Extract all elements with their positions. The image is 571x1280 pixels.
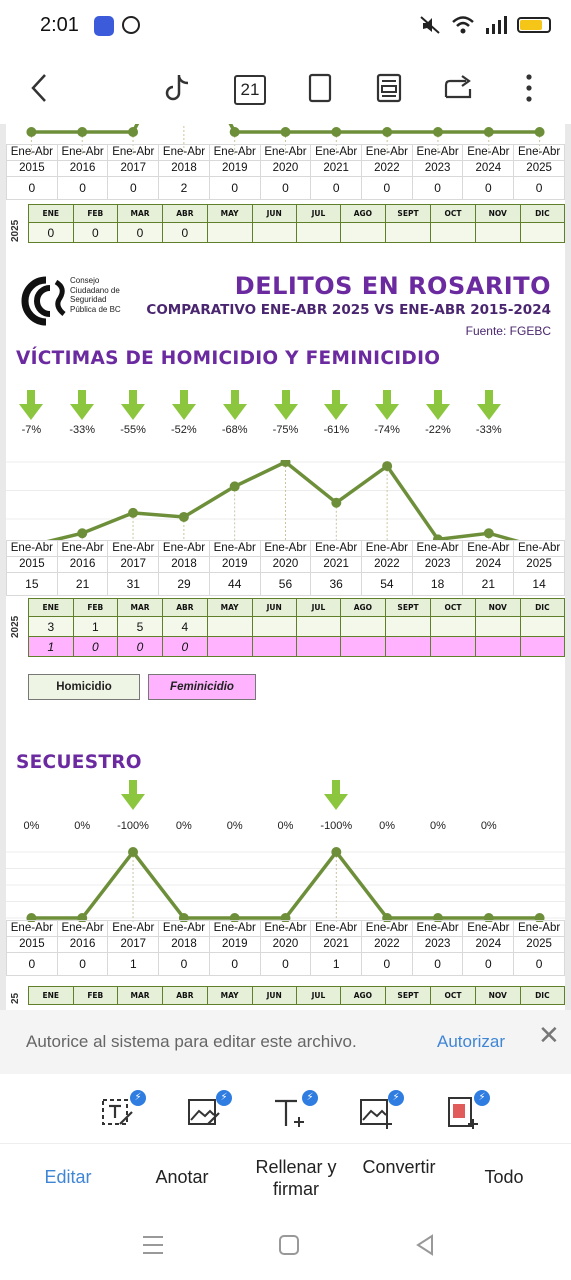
year-label: 2017 — [108, 937, 159, 953]
year-label: 2021 — [311, 937, 362, 953]
month-header: JUN — [252, 599, 296, 617]
data-point — [26, 127, 36, 137]
feminicidio-month-value — [296, 637, 340, 657]
legend-homicidio: Homicidio — [28, 674, 140, 700]
year-value: 0 — [159, 953, 210, 976]
change-percent: 0% — [226, 820, 243, 832]
year-label: 2023 — [412, 937, 463, 953]
homicidio-month-value — [431, 617, 476, 637]
data-point — [281, 127, 291, 137]
x-label: Ene-Abr — [463, 921, 514, 937]
month-header: JUN — [252, 987, 296, 1005]
data-point — [484, 127, 494, 137]
year-label: 2025 — [514, 161, 565, 177]
month-header: ABR — [163, 205, 208, 223]
year-label: 2016 — [57, 937, 108, 953]
x-label: Ene-Abr — [260, 145, 311, 161]
homicidio-month-value — [207, 617, 252, 637]
month-header: JUN — [252, 205, 296, 223]
homicidio-title: VÍCTIMAS DE HOMICIDIO Y FEMINICIDIO — [16, 348, 441, 369]
month-header: FEB — [73, 987, 117, 1005]
authorize-button[interactable]: Autorizar — [437, 1032, 506, 1051]
change-percent: -100% — [320, 820, 353, 832]
homicidio-month-value: 5 — [118, 617, 163, 637]
fullscreen-icon[interactable] — [302, 70, 338, 106]
month-value — [431, 223, 476, 243]
down-arrow-icon — [223, 390, 247, 420]
data-point — [535, 127, 545, 137]
year-label: 2022 — [362, 161, 413, 177]
feminicidio-month-value: 0 — [163, 637, 208, 657]
month-header: ENE — [29, 599, 74, 617]
data-point — [331, 498, 341, 508]
year-value: 2 — [159, 177, 210, 200]
x-label: Ene-Abr — [260, 541, 311, 557]
battery-icon — [517, 17, 551, 33]
month-header: DIC — [520, 987, 564, 1005]
back-icon[interactable] — [414, 1234, 436, 1256]
bottom-tabs — [0, 1144, 571, 1224]
month-header: NOV — [475, 599, 520, 617]
tab-rellenar-firmar[interactable]: Rellenar y firmar — [255, 1157, 337, 1199]
month-header: JUL — [296, 987, 340, 1005]
data-point — [128, 847, 138, 857]
year-value: 36 — [311, 573, 362, 596]
down-arrow-icon — [121, 390, 145, 420]
x-label: Ene-Abr — [7, 145, 58, 161]
change-percent: 0% — [480, 820, 497, 832]
feminicidio-month-value — [431, 637, 476, 657]
year-label: 2022 — [362, 937, 413, 953]
premium-badge-icon: ⚡ — [302, 1090, 318, 1106]
x-label: Ene-Abr — [260, 921, 311, 937]
secuestro-title: SECUESTRO — [16, 752, 142, 773]
year-label: 2015 — [7, 161, 58, 177]
recents-icon[interactable] — [143, 1236, 163, 1254]
tiktok-icon[interactable] — [160, 70, 196, 106]
year-label: 2019 — [209, 161, 260, 177]
page-number-badge[interactable]: 21 — [234, 75, 266, 105]
month-value — [520, 223, 564, 243]
tab-editar[interactable]: Editar — [44, 1167, 92, 1187]
change-percent: -22% — [425, 424, 451, 436]
x-label: Ene-Abr — [412, 921, 463, 937]
headset-icon — [122, 16, 140, 34]
month-header: MAR — [118, 987, 163, 1005]
month-header: MAY — [207, 987, 252, 1005]
document-subtitle: COMPARATIVO ENE-ABR 2025 VS ENE-ABR 2015-2024 — [146, 302, 551, 318]
edit-image-icon[interactable] — [186, 1090, 230, 1134]
year-value: 0 — [209, 953, 260, 976]
month-header: MAR — [118, 205, 163, 223]
year-label: 2025 — [10, 219, 21, 242]
feminicidio-month-value: 0 — [118, 637, 163, 657]
month-value — [385, 223, 430, 243]
year-label: 2019 — [209, 557, 260, 573]
feminicidio-month-value — [520, 637, 564, 657]
year-label: 2021 — [311, 161, 362, 177]
status-bar — [0, 0, 571, 52]
data-point — [77, 127, 87, 137]
month-header: OCT — [431, 205, 476, 223]
x-label: Ene-Abr — [412, 145, 463, 161]
x-label: Ene-Abr — [209, 921, 260, 937]
x-label: Ene-Abr — [209, 145, 260, 161]
data-point — [433, 127, 443, 137]
homicidio-month-value — [252, 617, 296, 637]
homicidio-month-value — [385, 617, 430, 637]
month-header: NOV — [475, 987, 520, 1005]
year-label: 2018 — [159, 557, 210, 573]
year-value: 18 — [412, 573, 463, 596]
home-icon[interactable] — [279, 1235, 299, 1255]
year-label: 2018 — [159, 161, 210, 177]
year-value: 14 — [514, 573, 565, 596]
year-value: 0 — [362, 953, 413, 976]
month-header: SEPT — [385, 987, 430, 1005]
month-header: MAY — [207, 599, 252, 617]
year-label: 2020 — [260, 161, 311, 177]
down-arrow-icon — [121, 780, 145, 810]
homicidio-month-value — [475, 617, 520, 637]
change-percent: -52% — [171, 424, 197, 436]
data-point — [484, 528, 494, 538]
month-header: ABR — [163, 987, 208, 1005]
add-page-icon[interactable] — [444, 1090, 488, 1134]
month-value: 0 — [163, 223, 208, 243]
x-label: Ene-Abr — [57, 145, 108, 161]
year-value: 0 — [463, 953, 514, 976]
year-label: 2018 — [159, 937, 210, 953]
year-label: 2024 — [463, 557, 514, 573]
change-percent: 0% — [74, 820, 91, 832]
year-value: 0 — [463, 177, 514, 200]
x-label: Ene-Abr — [463, 145, 514, 161]
change-percent: -33% — [69, 424, 96, 436]
tab-todo[interactable]: Todo — [484, 1167, 524, 1187]
x-label: Ene-Abr — [159, 921, 210, 937]
year-label: 25 — [10, 992, 21, 1004]
source-label: Fuente: FGEBC — [465, 324, 551, 338]
add-image-icon[interactable] — [358, 1090, 402, 1134]
year-value: 0 — [108, 177, 159, 200]
month-header: MAY — [207, 205, 252, 223]
down-arrow-icon — [324, 780, 348, 810]
month-header: SEPT — [385, 599, 430, 617]
series-line — [31, 462, 539, 540]
year-value: 0 — [260, 953, 311, 976]
share-icon[interactable] — [441, 70, 477, 106]
month-header: JUL — [296, 205, 340, 223]
homicidio-month-value: 3 — [29, 617, 74, 637]
data-point — [230, 481, 240, 491]
year-label: 2024 — [463, 161, 514, 177]
x-label: Ene-Abr — [514, 145, 565, 161]
month-value — [475, 223, 520, 243]
year-table-secuestro — [6, 920, 565, 976]
x-label: Ene-Abr — [7, 921, 58, 937]
data-point — [382, 127, 392, 137]
edit-text-icon[interactable] — [100, 1090, 144, 1134]
year-label: 2016 — [57, 557, 108, 573]
year-value: 0 — [209, 177, 260, 200]
data-point — [77, 528, 87, 538]
year-label: 2025 — [10, 615, 21, 638]
year-value: 0 — [514, 953, 565, 976]
x-label: Ene-Abr — [209, 541, 260, 557]
year-value: 15 — [7, 573, 58, 596]
year-value: 0 — [412, 177, 463, 200]
homicidio-month-value — [296, 617, 340, 637]
year-value: 0 — [57, 177, 108, 200]
year-label: 2022 — [362, 557, 413, 573]
change-percent: 0% — [379, 820, 396, 832]
legend-feminicidio: Feminicidio — [148, 674, 256, 700]
down-arrow-icon — [70, 390, 94, 420]
year-label: 2023 — [412, 557, 463, 573]
month-header: JUL — [296, 599, 340, 617]
change-percent: -68% — [221, 424, 248, 436]
year-label: 2020 — [260, 937, 311, 953]
year-value: 0 — [514, 177, 565, 200]
change-percent: 0% — [23, 820, 40, 832]
month-value — [296, 223, 340, 243]
year-table-top — [6, 144, 565, 200]
down-arrow-icon — [274, 390, 298, 420]
change-percent: -33% — [475, 424, 502, 436]
change-percent: -61% — [323, 424, 350, 436]
change-percent: -100% — [117, 820, 149, 832]
x-label: Ene-Abr — [159, 145, 210, 161]
data-point — [331, 127, 341, 137]
wifi-icon — [451, 15, 475, 35]
permission-banner — [0, 1010, 571, 1074]
month-header: SEPT — [385, 205, 430, 223]
month-header: OCT — [431, 599, 476, 617]
homicidio-month-value: 4 — [163, 617, 208, 637]
month-value: 0 — [118, 223, 163, 243]
document-viewer[interactable] — [0, 124, 571, 1010]
month-header: FEB — [73, 205, 117, 223]
down-arrow-icon — [477, 390, 501, 420]
year-label: 2024 — [463, 937, 514, 953]
top-toolbar — [0, 52, 571, 124]
month-header: AGO — [340, 987, 385, 1005]
data-point — [128, 508, 138, 518]
feminicidio-month-value: 0 — [73, 637, 117, 657]
month-value — [252, 223, 296, 243]
data-point — [382, 461, 392, 471]
year-label: 2015 — [7, 937, 58, 953]
month-table-top — [28, 204, 565, 243]
homicidio-month-value — [520, 617, 564, 637]
feminicidio-month-value — [340, 637, 385, 657]
year-value: 1 — [311, 953, 362, 976]
year-label: 2020 — [260, 557, 311, 573]
x-label: Ene-Abr — [514, 541, 565, 557]
year-value: 21 — [57, 573, 108, 596]
x-label: Ene-Abr — [108, 145, 159, 161]
change-percent: 0% — [430, 820, 446, 832]
year-label: 2017 — [108, 161, 159, 177]
change-percent: 0% — [175, 820, 192, 832]
ccspbc-logo — [16, 274, 166, 330]
banner-text: Autorice al sistema para editar este archivo. — [26, 1032, 357, 1051]
edit-tools-row — [0, 1074, 571, 1144]
logo-text: Consejo Ciudadano de Seguridad Pública de BC — [70, 276, 121, 314]
feminicidio-month-value — [252, 637, 296, 657]
homicidio-month-value: 1 — [73, 617, 117, 637]
close-icon[interactable]: ✕ — [538, 1020, 560, 1050]
year-value: 44 — [209, 573, 260, 596]
x-label: Ene-Abr — [514, 921, 565, 937]
year-label: 2025 — [514, 937, 565, 953]
month-value: 0 — [73, 223, 117, 243]
add-text-icon[interactable] — [272, 1090, 316, 1134]
month-value — [340, 223, 385, 243]
month-header: DIC — [520, 205, 564, 223]
year-table-homicidio — [6, 540, 565, 596]
x-label: Ene-Abr — [412, 541, 463, 557]
more-vertical-icon[interactable] — [511, 70, 547, 106]
premium-badge-icon: ⚡ — [474, 1090, 490, 1106]
down-arrow-icon — [324, 390, 348, 420]
line-chart-secuestro — [6, 826, 565, 922]
x-label: Ene-Abr — [362, 145, 413, 161]
line-chart-homicidio — [6, 460, 565, 540]
down-arrow-icon — [426, 390, 450, 420]
year-label: 2021 — [311, 557, 362, 573]
data-point — [230, 127, 240, 137]
pdf-page — [6, 264, 565, 1010]
mute-icon — [419, 15, 441, 35]
tab-anotar[interactable]: Anotar — [155, 1167, 209, 1187]
year-value: 0 — [7, 177, 58, 200]
status-time: 2:01 — [40, 14, 79, 36]
data-point — [128, 127, 138, 137]
premium-badge-icon: ⚡ — [130, 1090, 146, 1106]
month-header: AGO — [340, 599, 385, 617]
x-label: Ene-Abr — [362, 921, 413, 937]
down-arrow-icon — [19, 390, 43, 420]
year-value: 31 — [108, 573, 159, 596]
premium-badge-icon: ⚡ — [388, 1090, 404, 1106]
year-value: 54 — [362, 573, 413, 596]
down-arrow-icon — [172, 390, 196, 420]
year-label: 2019 — [209, 937, 260, 953]
change-percent: -74% — [374, 424, 400, 436]
x-label: Ene-Abr — [159, 541, 210, 557]
signal-icon — [485, 16, 507, 34]
system-nav-bar — [0, 1224, 571, 1280]
year-label: 2023 — [412, 161, 463, 177]
year-value: 1 — [108, 953, 159, 976]
month-value: 0 — [29, 223, 74, 243]
year-label: 2016 — [57, 161, 108, 177]
month-header: ENE — [29, 987, 74, 1005]
year-value: 29 — [159, 573, 210, 596]
month-header: ENE — [29, 205, 74, 223]
year-value: 0 — [362, 177, 413, 200]
logo-mark-icon — [16, 274, 68, 328]
change-percent: -55% — [120, 424, 146, 436]
tab-convertir[interactable]: Convertir — [362, 1157, 436, 1177]
month-table-secuestro — [28, 986, 565, 1005]
month-table-homicidio — [28, 598, 565, 657]
feminicidio-month-value — [475, 637, 520, 657]
x-label: Ene-Abr — [311, 145, 362, 161]
year-value: 56 — [260, 573, 311, 596]
year-value: 0 — [311, 177, 362, 200]
month-header: AGO — [340, 205, 385, 223]
month-header: DIC — [520, 599, 564, 617]
feminicidio-month-value — [385, 637, 430, 657]
x-label: Ene-Abr — [57, 541, 108, 557]
homicidio-month-value — [340, 617, 385, 637]
x-label: Ene-Abr — [311, 921, 362, 937]
x-label: Ene-Abr — [463, 541, 514, 557]
month-header: MAR — [118, 599, 163, 617]
x-label: Ene-Abr — [362, 541, 413, 557]
data-point — [179, 512, 189, 522]
status-icons — [419, 14, 551, 36]
feminicidio-month-value — [207, 637, 252, 657]
chevron-left-icon[interactable] — [22, 70, 58, 106]
year-label: 2015 — [7, 557, 58, 573]
month-value — [207, 223, 252, 243]
year-value: 0 — [57, 953, 108, 976]
month-header: ABR — [163, 599, 208, 617]
month-header: OCT — [431, 987, 476, 1005]
change-percent: 0% — [277, 820, 294, 832]
year-value: 0 — [7, 953, 58, 976]
change-percent: -75% — [272, 424, 299, 436]
document-title: DELITOS EN ROSARITO — [234, 272, 551, 300]
year-label: 2025 — [514, 557, 565, 573]
reading-mode-icon[interactable] — [371, 70, 407, 106]
data-point — [331, 847, 341, 857]
down-arrow-icon — [375, 390, 399, 420]
change-percent: -7% — [21, 424, 42, 436]
month-header: NOV — [475, 205, 520, 223]
x-label: Ene-Abr — [108, 541, 159, 557]
x-label: Ene-Abr — [311, 541, 362, 557]
x-label: Ene-Abr — [57, 921, 108, 937]
premium-badge-icon: ⚡ — [216, 1090, 232, 1106]
month-header: FEB — [73, 599, 117, 617]
year-value: 0 — [412, 953, 463, 976]
feminicidio-month-value: 1 — [29, 637, 74, 657]
year-value: 0 — [260, 177, 311, 200]
x-label: Ene-Abr — [7, 541, 58, 557]
x-label: Ene-Abr — [108, 921, 159, 937]
year-label: 2017 — [108, 557, 159, 573]
hotspot-icon — [94, 16, 114, 36]
year-value: 21 — [463, 573, 514, 596]
